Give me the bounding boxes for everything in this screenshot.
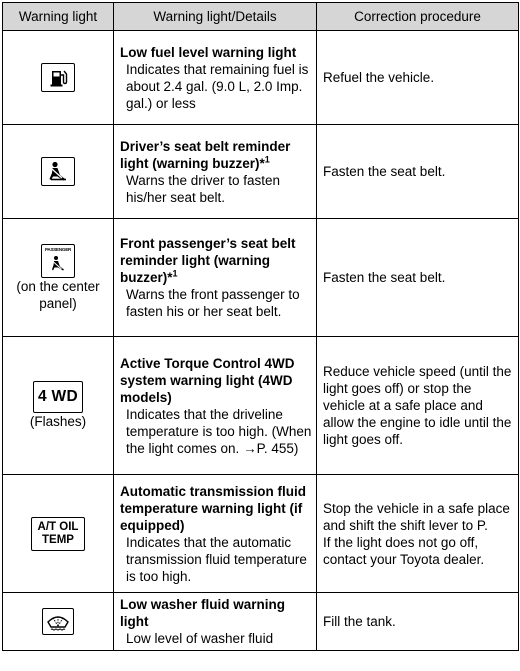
- temp-line: TEMP: [42, 533, 74, 546]
- correction-step: Stop the vehicle in a safe place and shift the shift lever to P.: [323, 500, 510, 533]
- table-row: [3, 219, 519, 337]
- icon-note: (on the center panel): [16, 278, 100, 311]
- icon-cell: [3, 219, 114, 337]
- row-title: Front passenger’s seat belt reminder light (warning buzzer)*$^1$: [120, 236, 296, 285]
- row-description: Indicates that the automatic transmission fluid temperature is too high.: [126, 534, 307, 584]
- correction-cell: [317, 475, 519, 593]
- details-cell: [114, 219, 317, 337]
- table-header-row: [3, 3, 519, 31]
- row-description: Indicates that remaining fuel is about 2.4 gal. (9.0 L, 2.0 Imp. gal.) or less: [126, 61, 309, 111]
- icon-cell: [3, 593, 114, 651]
- header-correction: Correction procedure: [317, 3, 519, 31]
- seat-belt-icon: [41, 157, 75, 186]
- passenger-seat-belt-icon: [41, 244, 75, 278]
- at-oil-line: A/T OIL: [37, 520, 79, 533]
- table-row: [3, 125, 519, 219]
- fuel-pump-icon: [41, 63, 75, 92]
- correction-step: If the light does not go off, contact your Toyota dealer.: [323, 534, 485, 567]
- details-cell: [114, 337, 317, 475]
- warning-light-table: [2, 2, 519, 651]
- icon-cell: [3, 31, 114, 125]
- header-warning-light: Warning light: [3, 3, 114, 31]
- details-cell: [114, 31, 317, 125]
- row-description: Warns the driver to fasten his/her seat belt.: [126, 172, 281, 205]
- row-description: Low level of washer fluid: [126, 631, 274, 646]
- passenger-label: PASSENGER: [44, 246, 72, 252]
- row-title: Active Torque Control 4WD system warning light (4WD models): [120, 355, 295, 405]
- at-oil-temp-icon: [31, 517, 85, 551]
- row-title: Low fuel level warning light: [120, 44, 297, 60]
- footnote-marker: 1: [172, 268, 178, 279]
- row-description: Indicates that the driveline temperature is too high. (When the light comes on. →P. 455): [126, 406, 312, 456]
- details-cell: [114, 125, 317, 219]
- icon-cell: [3, 125, 114, 219]
- icon-note: (Flashes): [29, 414, 87, 429]
- correction-cell: Fasten the seat belt.: [317, 125, 519, 219]
- row-description: Warns the front passenger to fasten his or her seat belt.: [126, 287, 300, 319]
- footnote-marker: 1: [264, 154, 270, 164]
- row-title: Driver’s seat belt reminder light (warning buzzer)*$^1$: [120, 138, 291, 171]
- table-row: [3, 31, 519, 125]
- table-row: [3, 593, 519, 651]
- 4wd-icon: 4 WD: [33, 381, 83, 413]
- correction-cell: Fasten the seat belt.: [317, 219, 519, 337]
- icon-cell: [3, 475, 114, 593]
- warning-light-table-wrapper: [2, 2, 519, 651]
- details-cell: [114, 475, 317, 593]
- correction-cell: Refuel the vehicle.: [317, 31, 519, 125]
- row-title: Low washer fluid warning light: [120, 597, 286, 629]
- correction-cell: Reduce vehicle speed (until the light goes off) or stop the vehicle at a safe place and allow the engine to idle until the light goes off.: [317, 337, 519, 475]
- header-details: Warning light/Details: [114, 3, 317, 31]
- icon-cell: [3, 337, 114, 475]
- details-cell: [114, 593, 317, 651]
- washer-fluid-icon: [42, 608, 74, 635]
- table-row: [3, 337, 519, 475]
- row-title: Automatic transmission fluid temperature warning light (if equipped): [120, 483, 307, 533]
- correction-cell: Fill the tank.: [317, 593, 519, 651]
- table-row: [3, 475, 519, 593]
